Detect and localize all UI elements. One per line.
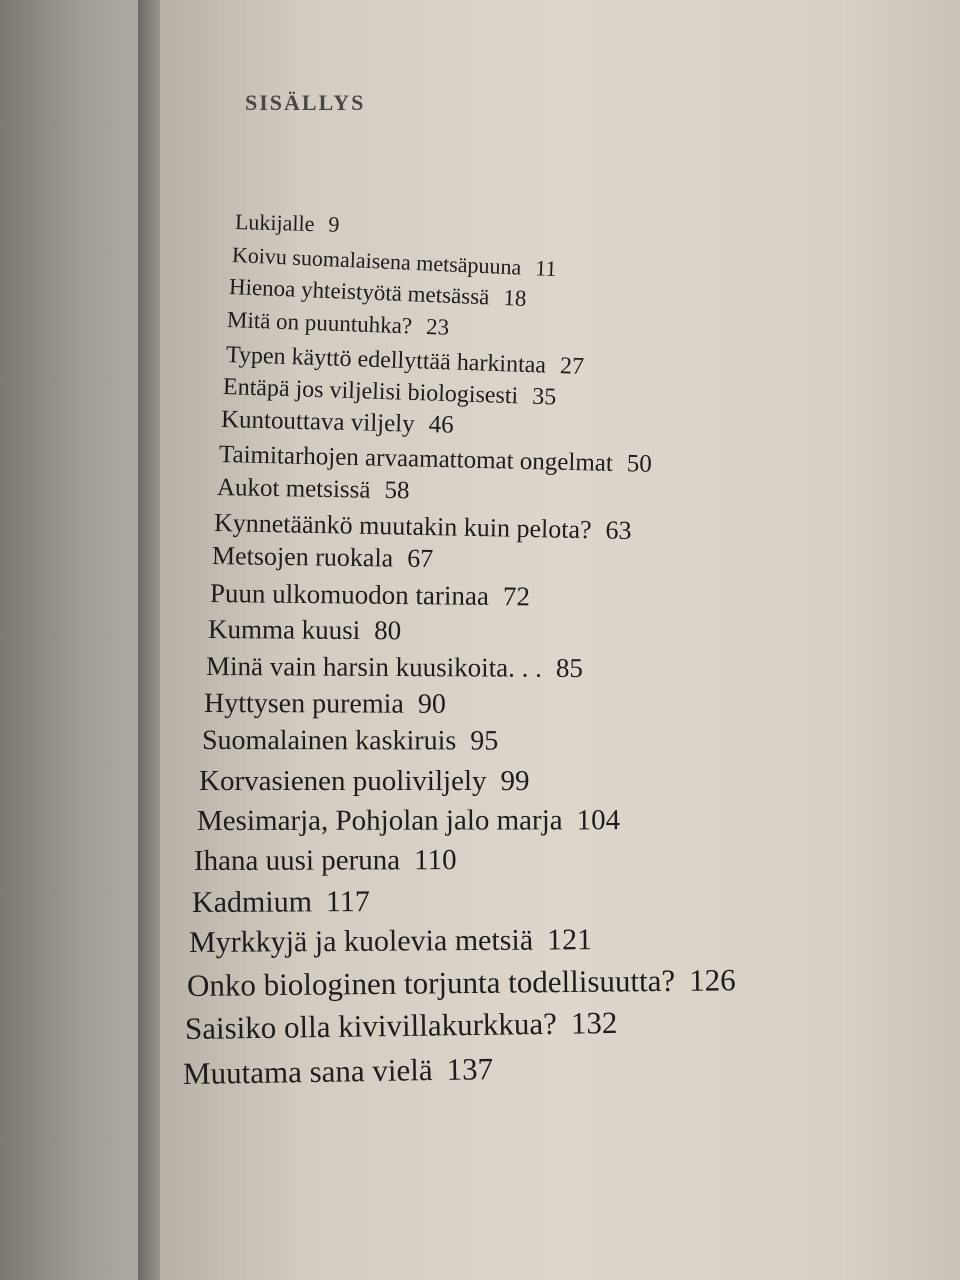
toc-entry-title: Hienoa yhteistyötä metsässä — [228, 274, 490, 310]
toc-entry — [192, 885, 370, 920]
toc-entry-title: Typen käyttö edellyttää harkintaa — [225, 341, 547, 379]
toc-entry — [228, 274, 526, 312]
toc-entry-page-number: 18 — [502, 285, 527, 312]
toc-entry — [210, 578, 530, 612]
toc-entry-page-number: 11 — [534, 255, 558, 281]
toc-entry-title: Kynnetäänkö muutakin kuin pelota? — [213, 508, 592, 545]
toc-entry — [189, 923, 592, 960]
toc-entry-page-number: 121 — [546, 923, 593, 957]
toc-entry-title: Suomalainen kaskiruis — [201, 725, 457, 757]
toc-entry-page-number: 72 — [502, 580, 531, 612]
toc-entry-page-number: 126 — [688, 962, 736, 999]
toc-entry-page-number: 99 — [500, 764, 530, 797]
toc-entry — [221, 406, 454, 440]
toc-entry — [214, 508, 632, 546]
toc-entry-title: Kadmium — [191, 885, 313, 919]
toc-entry — [226, 342, 585, 381]
toc-entry-page-number: 85 — [555, 652, 584, 683]
toc-entry-page-number: 132 — [570, 1005, 618, 1042]
toc-entry-page-number: 90 — [417, 688, 446, 721]
toc-entry — [223, 374, 557, 411]
toc-entry-title: Puun ulkomuodon tarinaa — [209, 577, 490, 611]
toc-entry-page-number: 23 — [425, 314, 450, 340]
toc-entry — [202, 725, 498, 758]
toc-entry-title: Koivu suomalaisena metsäpuuna — [231, 241, 522, 280]
toc-entry-title: Hyttysen puremia — [203, 688, 404, 720]
toc-entry — [227, 307, 450, 341]
toc-entry-page-number: 58 — [384, 476, 410, 505]
toc-entry-page-number: 67 — [407, 544, 434, 574]
toc-entry-page-number: 110 — [414, 843, 457, 876]
toc-entry-page-number: 95 — [470, 725, 499, 757]
toc-entry-page-number: 46 — [428, 411, 454, 439]
toc-entry-page-number: 50 — [626, 450, 653, 478]
toc-entry-title: Minä vain harsin kuusikoita. . . — [205, 650, 543, 683]
toc-entry-title: Lukijalle — [234, 208, 315, 236]
toc-entry-title: Aukot metsissä — [216, 474, 371, 504]
toc-entry — [194, 844, 457, 878]
toc-entry — [206, 651, 583, 684]
page-title: SISÄLLYS — [245, 90, 366, 115]
toc-entry-title: Myrkkyjä ja kuolevia metsiä — [188, 923, 534, 959]
toc-entry-title: Kumma kuusi — [207, 613, 361, 645]
toc-entry-title: Taimitarhojen arvaamattomat ongelmat — [218, 441, 614, 477]
toc-entry — [204, 688, 446, 721]
toc-entry — [187, 963, 736, 1005]
toc-entry — [212, 541, 434, 574]
toc-entry-page-number: 35 — [531, 383, 557, 411]
toc-entry-title: Ihana uusi peruna — [193, 843, 401, 877]
toc-entry — [197, 804, 620, 838]
toc-entry-page-number: 63 — [605, 515, 632, 546]
toc-entry — [183, 1052, 494, 1093]
toc-entry-page-number: 80 — [374, 614, 402, 646]
toc-entry-title: Mitä on puuntuhka? — [226, 307, 413, 339]
toc-entry-title: Metsojen ruokala — [211, 541, 394, 573]
toc-entry-title: Entäpä jos viljelisi biologisesti — [222, 373, 519, 409]
toc-entry-page-number: 27 — [559, 352, 585, 380]
toc-entry-title: Korvasienen puoliviljely — [199, 764, 487, 797]
toc-entry — [199, 765, 530, 798]
toc-entry — [185, 1005, 618, 1047]
toc-entry-title: Muutama sana vielä — [182, 1052, 433, 1092]
toc-entry — [208, 614, 401, 646]
toc-entry-title: Saisiko olla kivivillakurkkua? — [184, 1006, 558, 1047]
toc-entry — [235, 209, 340, 238]
toc-entry — [219, 441, 652, 479]
toc-entry-page-number: 137 — [446, 1051, 494, 1088]
toc-entry-page-number: 117 — [325, 885, 370, 919]
toc-entry-title: Onko biologinen torjunta todellisuutta? — [186, 963, 676, 1004]
toc-entry-page-number: 104 — [576, 803, 621, 836]
toc-entry — [217, 474, 410, 505]
toc-entry-title: Mesimarja, Pohjolan jalo marja — [196, 803, 563, 837]
toc-entry-page-number: 9 — [328, 211, 340, 237]
toc-entry-title: Kuntouttava viljely — [220, 406, 416, 438]
